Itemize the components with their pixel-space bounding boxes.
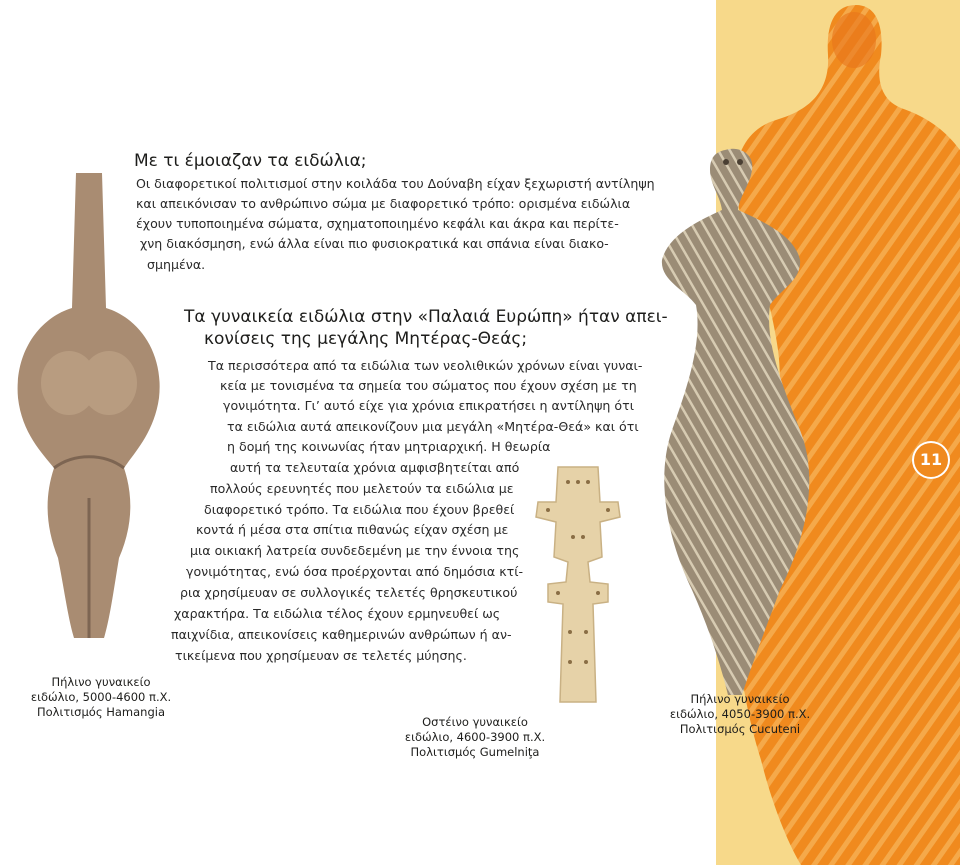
gumelnita-figurine-image <box>528 462 628 712</box>
section2-line: Τα περισσότερα από τα ειδώλια των νεολιθικών χρόνων είναι γυναι- <box>208 358 643 373</box>
caption-hamangia <box>26 675 176 720</box>
section2-line: διαφορετικό τρόπο. Τα ειδώλια που έχουν βρεθεί <box>204 502 515 517</box>
section2-heading-line: κονίσεις της μεγάλης Μητέρας-Θεάς; <box>204 329 528 349</box>
section2-line: ρια χρησίμευαν σε συλλογικές τελετές θρησκευτικού <box>180 585 518 600</box>
section2-line: τα ειδώλια αυτά απεικονίζουν μια μεγάλη «Μητέρα-Θεά» και ότι <box>227 419 639 434</box>
caption-line: Οστέινο γυναικείο <box>422 715 528 729</box>
section2-line: γονιμότητας, ενώ όσα προέρχονται από δημόσια κτί- <box>186 564 523 579</box>
cucuteni-figurine-image <box>630 140 840 700</box>
section2-line: η δομή της κοινωνίας ήταν μητριαρχική. Η θεωρία <box>227 439 551 454</box>
section2-line: κεία με τονισμένα τα σημεία του σώματος που έχουν σχέση με τη <box>220 378 637 393</box>
section1-heading: Με τι έμοιαζαν τα ειδώλια; <box>134 151 367 171</box>
section2-line: πολλούς ερευνητές που μελετούν τα ειδώλια με <box>210 481 514 496</box>
section1-line: και απεικόνισαν το ανθρώπινο σώμα με διαφορετικό τρόπο: ορισμένα ειδώλια <box>136 196 631 211</box>
section1-line: σμημένα. <box>147 257 206 272</box>
section2-line: αυτή τα τελευταία χρόνια αμφισβητείται από <box>230 460 520 475</box>
section1-line: έχουν τυποποιημένα σώματα, σχηματοποιημένο κεφάλι και άκρα και περίτε- <box>136 216 619 231</box>
section1-line: χνη διακόσμηση, ενώ άλλα είναι πιο φυσιοκρατικά και σπάνια είναι διακο- <box>140 236 609 251</box>
section2-heading-line: Τα γυναικεία ειδώλια στην «Παλαιά Ευρώπη» ήταν απει- <box>184 307 668 327</box>
caption-gumelnita <box>395 715 555 760</box>
section2-line: μια οικιακή λατρεία συνδεδεμένη με την έννοια της <box>190 543 520 558</box>
caption-line: Πολιτισμός Gumelniţa <box>410 745 540 759</box>
caption-line: ειδώλιο, 5000-4600 π.Χ. <box>30 690 172 704</box>
section2-line: κοντά ή μέσα στα σπίτια πιθανώς είχαν σχέση με <box>196 522 509 537</box>
caption-line: Πολιτισμός Hamangia <box>36 705 166 719</box>
caption-cucuteni <box>660 692 820 737</box>
caption-line: Πολιτισμός Cucuteni <box>679 722 801 736</box>
caption-line: ειδώλιο, 4600-3900 π.Χ. <box>404 730 546 744</box>
section2-line: παιχνίδια, απεικονίσεις καθημερινών ανθρώπων ή αν- <box>171 627 512 642</box>
page-number-badge: 11 <box>912 441 950 479</box>
section1-line: Οι διαφορετικοί πολιτισμοί στην κοιλάδα του Δούναβη είχαν ξεχωριστή αντίληψη <box>136 176 655 191</box>
caption-line: Πήλινο γυναικείο <box>690 692 790 706</box>
section2-line: γονιμότητα. Γι’ αυτό είχε για χρόνια επικρατήσει η αντίληψη ότι <box>223 398 634 413</box>
caption-line: ειδώλιο, 4050-3900 π.Χ. <box>669 707 811 721</box>
caption-line: Πήλινο γυναικείο <box>51 675 151 689</box>
section2-line: τικείμενα που χρησίμευαν σε τελετές μύησης. <box>175 648 467 663</box>
section2-line: χαρακτήρα. Τα ειδώλια τέλος έχουν ερμηνευθεί ως <box>174 606 501 621</box>
